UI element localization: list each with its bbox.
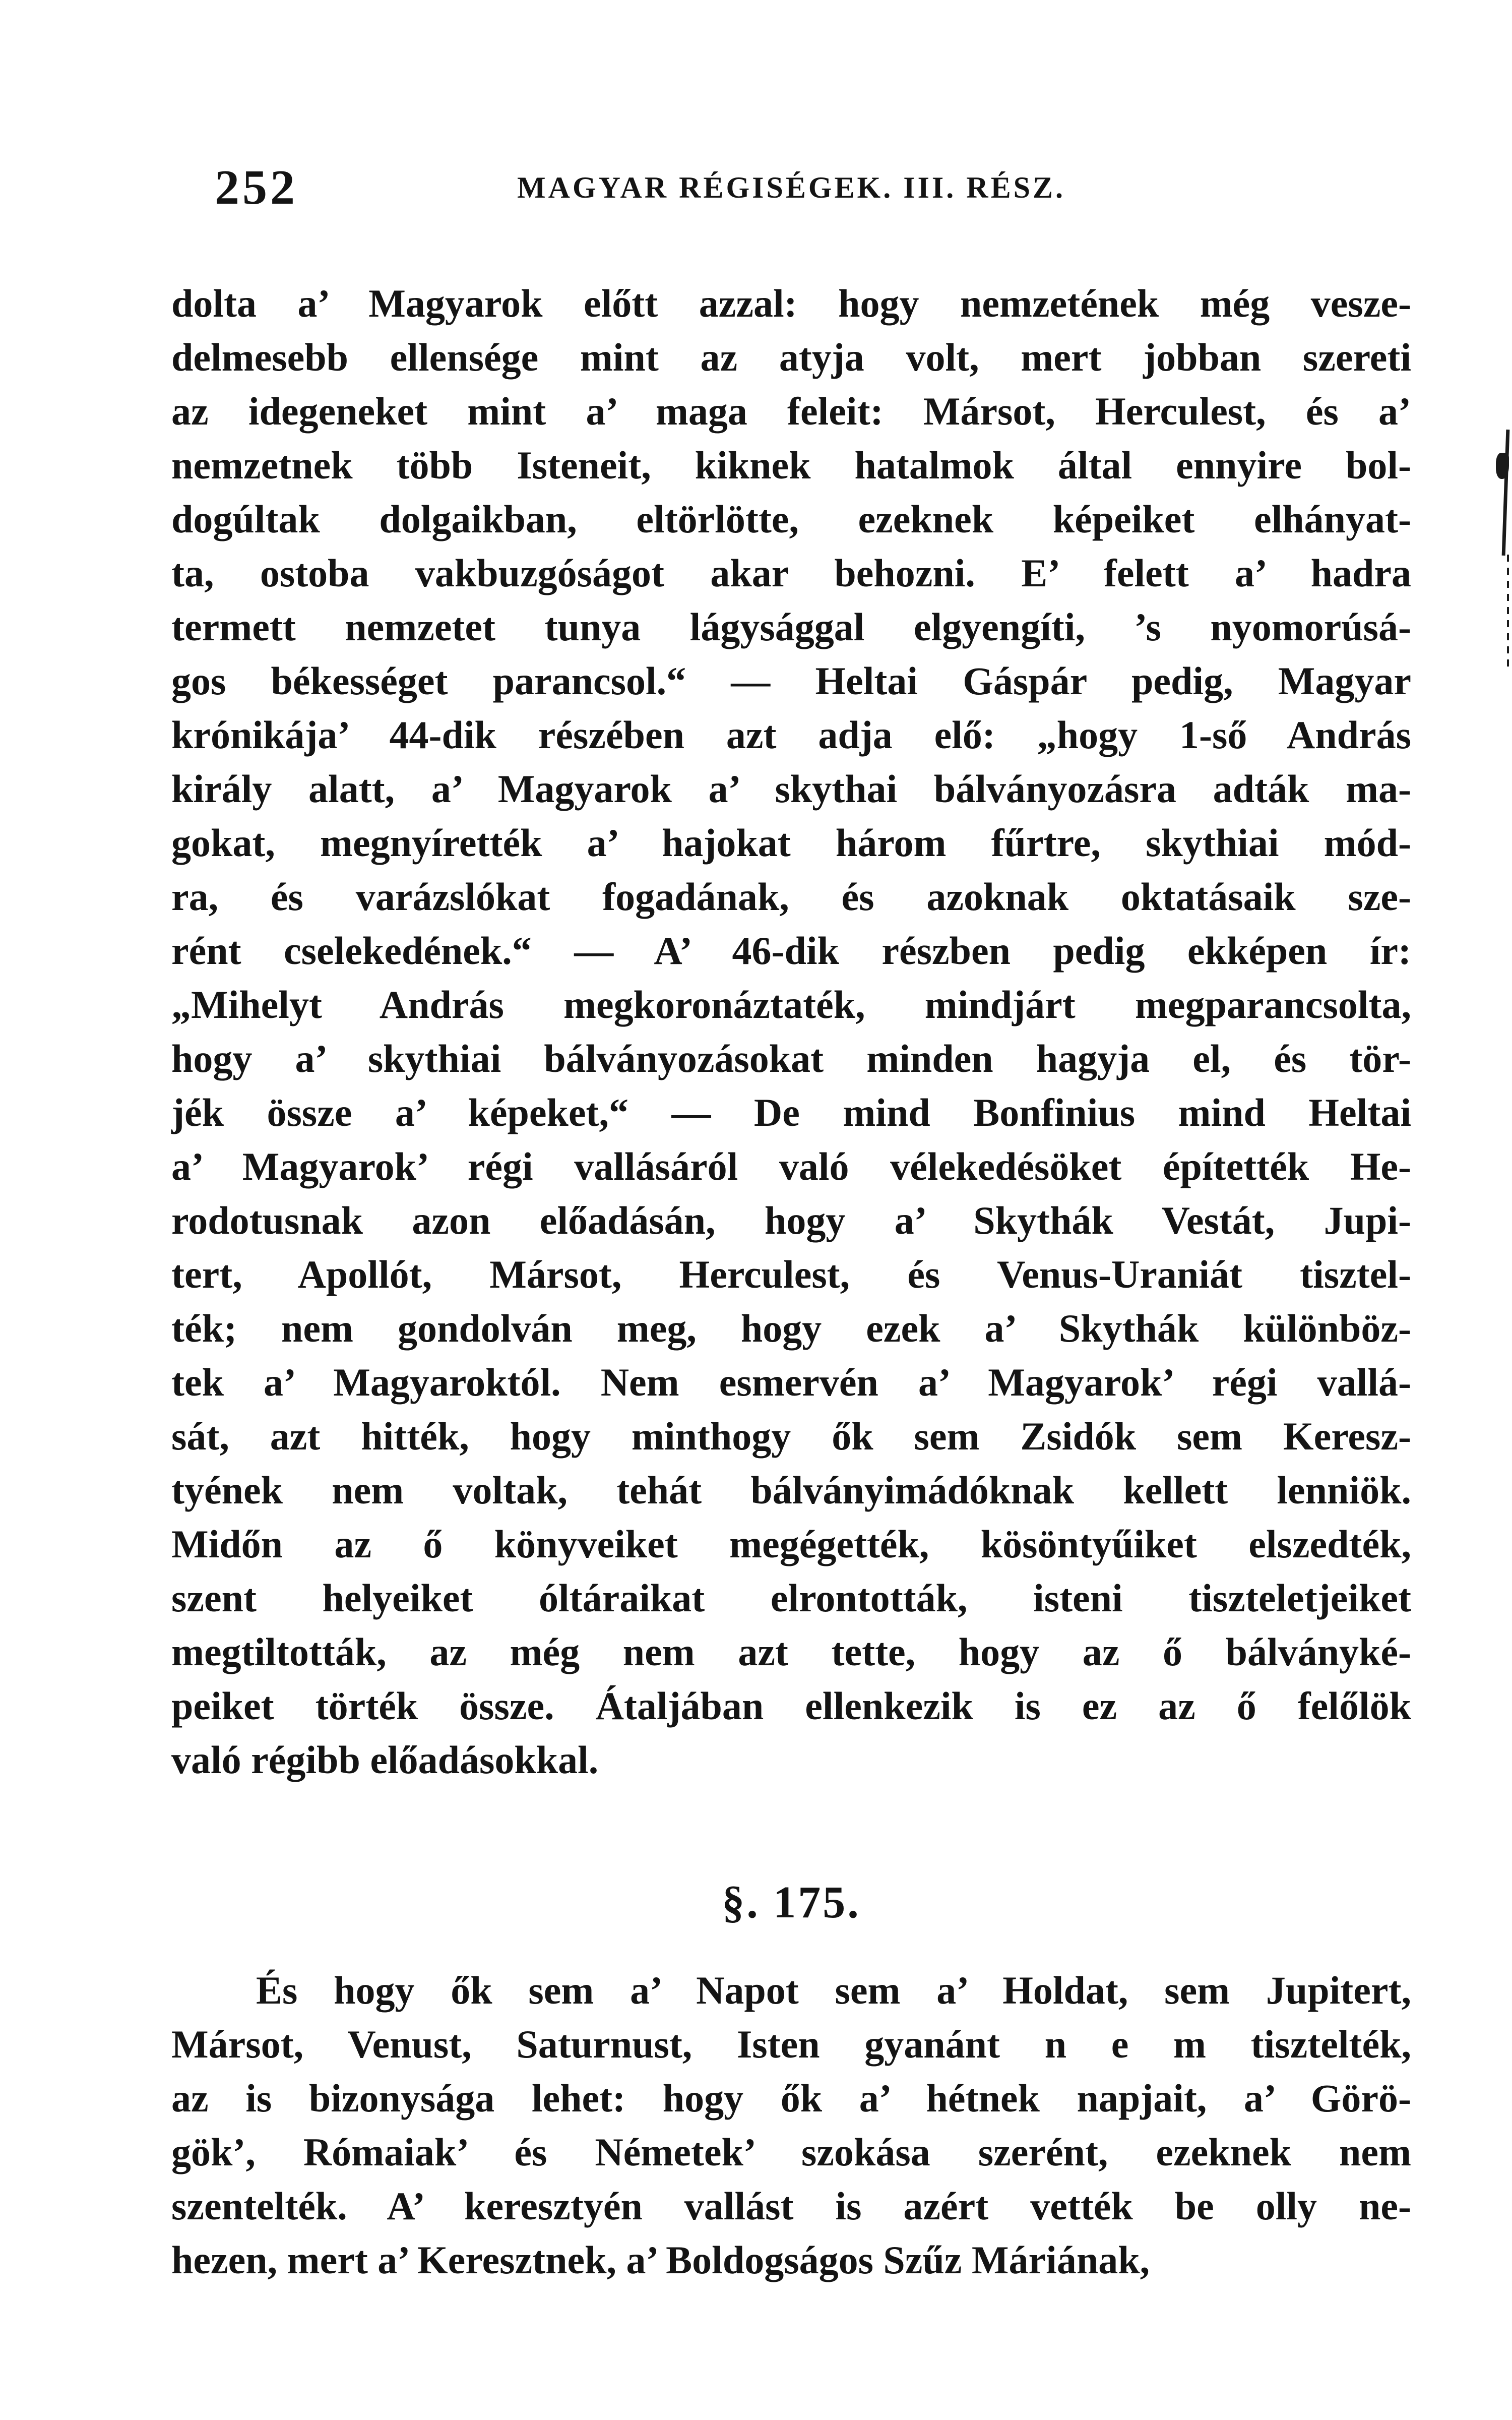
paragraph-2 (171, 1963, 1411, 2287)
text-line: gokat, megnyírették a’ hajokat három fűrtre, skythiai mód- (171, 821, 1411, 865)
text-line: való régibb előadásokkal. (171, 1738, 599, 1782)
text-line: Mársot, Venust, Saturnust, Isten gyanánt n e m tisztelték, (171, 2022, 1411, 2066)
text-line: dogúltak dolgaikban, eltörlötte, ezeknek képeiket elhányat- (171, 497, 1411, 541)
text-line: szent helyeiket óltáraikat elrontották, isteni tiszteletjeiket (171, 1576, 1411, 1620)
text-line: dolta a’ Magyarok előtt azzal: hogy nemzetének még vesze- (171, 281, 1411, 325)
scan-edge-artifact (1502, 430, 1510, 556)
text-line: rént cselekedének.“ — A’ 46-dik részben pedig ekképen ír: (171, 929, 1411, 973)
text-line: a’ Magyarok’ régi vallásáról való vélekedésöket építették He- (171, 1144, 1411, 1188)
section-heading: §. 175. (722, 1878, 861, 1927)
text-line: És hogy ők sem a’ Napot sem a’ Holdat, sem Jupitert, (256, 1968, 1411, 2012)
paragraph-1 (171, 276, 1411, 1787)
text-line: delmesebb ellensége mint az atyja volt, mert jobban szereti (171, 335, 1411, 379)
text-line: „Mihelyt András megkoronáztaték, mindjárt megparancsolta, (171, 983, 1411, 1026)
text-line: ta, ostoba vakbuzgóságot akar behozni. E’ felett a’ hadra (171, 551, 1411, 595)
text-line: termett nemzetet tunya lágysággal elgyengíti, ’s nyomorúsá- (171, 605, 1411, 649)
text-line: az is bizonysága lehet: hogy ők a’ hétnek napjait, a’ Görö- (171, 2076, 1411, 2120)
page-number: 252 (215, 160, 298, 215)
text-line: sát, azt hitték, hogy minthogy ők sem Zsidók sem Keresz- (171, 1414, 1411, 1458)
text-line: peiket törték össze. Átaljában ellenkezik is ez az ő felőlök (171, 1684, 1411, 1728)
scan-edge-artifact (1496, 453, 1509, 479)
text-line: tyének nem voltak, tehát bálványimádóknak kellett lenniök. (171, 1468, 1411, 1512)
text-line: Midőn az ő könyveiket megégették, kösöntyűiket elszedték, (171, 1522, 1411, 1566)
text-line: gos békességet parancsol.“ — Heltai Gáspár pedig, Magyar (171, 659, 1411, 703)
text-line: nemzetnek több Isteneit, kiknek hatalmok által ennyire bol- (171, 443, 1411, 487)
text-line: tert, Apollót, Mársot, Herculest, és Venus-Uraniát tisztel- (171, 1252, 1411, 1296)
text-line: az idegeneket mint a’ maga feleit: Mársot, Herculest, és a’ (171, 389, 1411, 433)
page-header (171, 159, 1411, 220)
text-line: jék össze a’ képeket,“ — De mind Bonfinius mind Heltai (171, 1091, 1411, 1134)
text-line: szentelték. A’ keresztyén vallást is azért vették be olly ne- (171, 2184, 1411, 2228)
text-line: gök’, Rómaiak’ és Németek’ szokása szerént, ezeknek nem (171, 2130, 1411, 2174)
text-line: hogy a’ skythiai bálványozásokat minden hagyja el, és tör- (171, 1037, 1411, 1080)
text-line: hezen, mert a’ Keresztnek, a’ Boldogságos Szűz Máriának, (171, 2238, 1150, 2282)
text-line: krónikája’ 44-dik részében azt adja elő: „hogy 1-ső András (171, 713, 1411, 757)
text-line: király alatt, a’ Magyarok a’ skythai bálványozásra adták ma- (171, 767, 1411, 811)
text-line: rodotusnak azon előadásán, hogy a’ Skythák Vestát, Jupi- (171, 1198, 1411, 1242)
running-title: MAGYAR RÉGISÉGEK. III. RÉSZ. (517, 171, 1066, 204)
text-line: tek a’ Magyaroktól. Nem esmervén a’ Magyarok’ régi vallá- (171, 1360, 1411, 1404)
text-line: megtiltották, az még nem azt tette, hogy az ő bálványké- (171, 1630, 1411, 1674)
text-line: ték; nem gondolván meg, hogy ezek a’ Skythák különböz- (171, 1306, 1411, 1350)
text-line: ra, és varázslókat fogadának, és azoknak oktatásaik sze- (171, 875, 1411, 919)
scan-edge-artifact (1507, 555, 1509, 671)
